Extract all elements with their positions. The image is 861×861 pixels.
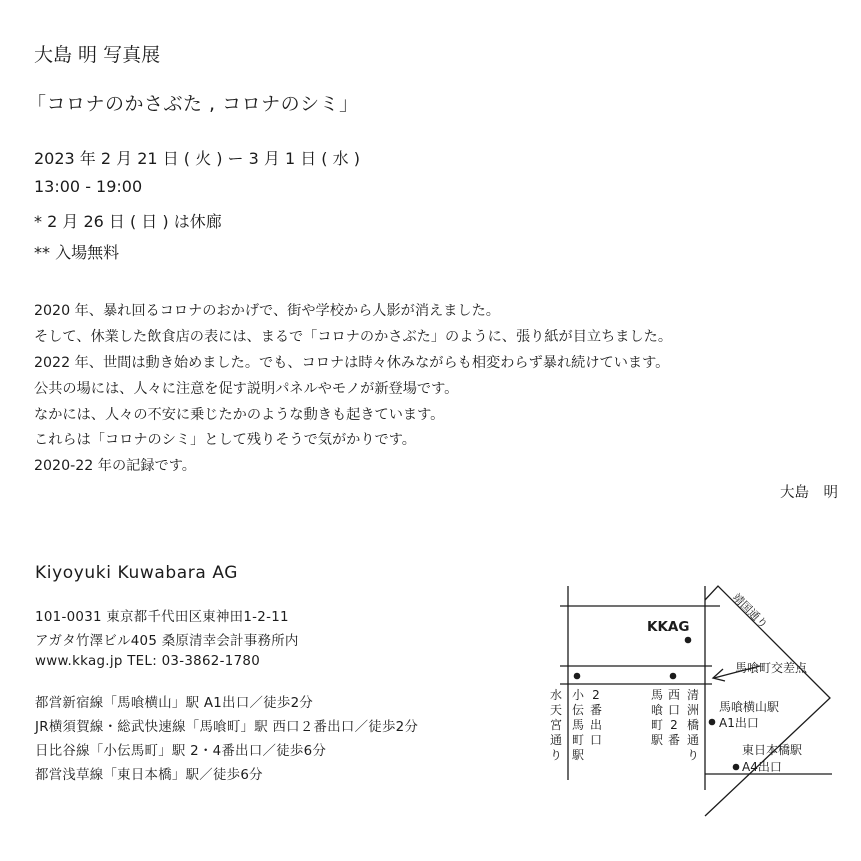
nishiguchi-char: 西 (667, 688, 681, 702)
nishiguchi-char: 口 (667, 703, 681, 717)
nishiguchi-char: 2 (670, 718, 678, 732)
statement-line: 2022 年、世間は動き始めました。でも、コロナは時々休みながらも相変わらず暴れ続けています。 (34, 355, 670, 371)
a4-exit-dot (733, 764, 740, 771)
kodenmacho-char: 小 (571, 688, 585, 702)
statement-line: 2020-22 年の記録です。 (34, 458, 196, 474)
statement-line: これらは「コロナのシミ」として残りそうで気がかりです。 (34, 432, 416, 448)
higashinihonbashi-station-label: 東日本橋駅 (742, 743, 803, 757)
a1-exit-dot (709, 719, 716, 726)
gallery-address-line2: アガタ竹澤ビル405 桑原清幸会計事務所内 (35, 634, 299, 649)
kkag-location-dot (685, 637, 692, 644)
statement-line: 公共の場には、人々に注意を促す説明パネルやモノが新登場です。 (34, 381, 459, 397)
kkag-label: KKAG (647, 619, 690, 635)
exhibition-subtitle: 「コロナのかさぶた , コロナのシミ」 (27, 93, 359, 115)
closed-day-note: * 2 月 26 日 ( 日 ) は休廊 (34, 212, 222, 231)
statement-line: なかには、人々の不安に乗じたかのような動きも起きています。 (34, 407, 445, 423)
kiyosubashi-char: り (686, 748, 700, 762)
yasukuni-label: 靖国通り (729, 590, 771, 632)
kiyosubashi-char: 通 (686, 733, 700, 747)
bakurocho-char: 喰 (650, 703, 664, 717)
exhibition-title: 大島 明 写真展 (34, 44, 161, 66)
suitengu-char: 通 (549, 733, 563, 747)
access-line: 日比谷線「小伝馬町」駅 2・4番出口／徒歩6分 (35, 744, 327, 759)
kiyosubashi-char: 橋 (686, 718, 700, 732)
suitengu-char: 天 (549, 703, 563, 717)
a1-exit-label: A1出口 (719, 716, 759, 730)
nishiguchi-char: 番 (667, 733, 681, 747)
gallery-contact: www.kkag.jp TEL: 03-3862-1780 (35, 654, 261, 669)
kodenmacho-char: 駅 (571, 748, 585, 762)
admission-note: ** 入場無料 (34, 243, 120, 262)
kiyosubashi-char: 洲 (686, 703, 700, 717)
gallery-address-line1: 101-0031 東京都千代田区東神田1-2-11 (35, 610, 289, 625)
statement-line: 2020 年、暴れ回るコロナのおかげで、街や学校から人影が消えました。 (34, 303, 500, 319)
bakurocho-char: 町 (650, 718, 664, 732)
opening-hours: 13:00 - 19:00 (34, 177, 143, 196)
bakurocho-char: 駅 (650, 733, 664, 747)
bakurocho-exit-dot (670, 673, 677, 680)
gallery-name: Kiyoyuki Kuwabara AG (35, 563, 239, 583)
exit2-char: 出 (589, 718, 603, 732)
kodenmacho-char: 馬 (571, 718, 585, 732)
exit2-char: 口 (589, 733, 603, 747)
statement-line: そして、休業した飲食店の表には、まるで「コロナのかさぶた」のように、張り紙が目立ちました。 (34, 329, 673, 345)
a4-exit-label: A4出口 (742, 760, 782, 774)
kodenmacho-char: 町 (571, 733, 585, 747)
suitengu-char: 水 (549, 688, 563, 702)
crossing-label: 馬喰町交差点 (735, 661, 808, 675)
bakuroyokoyama-station-label: 馬喰横山駅 (719, 700, 780, 714)
suitengu-char: り (549, 748, 563, 762)
kodenmacho-exit-dot (574, 673, 581, 680)
access-line: 都営浅草線「東日本橋」駅／徒歩6分 (35, 768, 263, 783)
kiyosubashi-char: 清 (686, 688, 700, 702)
exit2-char: 番 (589, 703, 603, 717)
access-line: JR横須賀線・総武快速線「馬喰町」駅 西口２番出口／徒歩2分 (35, 720, 419, 735)
kodenmacho-char: 伝 (571, 703, 585, 717)
statement-author: 大島 明 (780, 485, 838, 501)
bakurocho-char: 馬 (650, 688, 664, 702)
suitengu-char: 宮 (549, 718, 563, 732)
exhibition-dates: 2023 年 2 月 21 日 ( 火 ) ー 3 月 1 日 ( 水 ) (34, 149, 360, 168)
access-line: 都営新宿線「馬喰横山」駅 A1出口／徒歩2分 (35, 696, 314, 711)
exit2-char: 2 (592, 688, 600, 702)
